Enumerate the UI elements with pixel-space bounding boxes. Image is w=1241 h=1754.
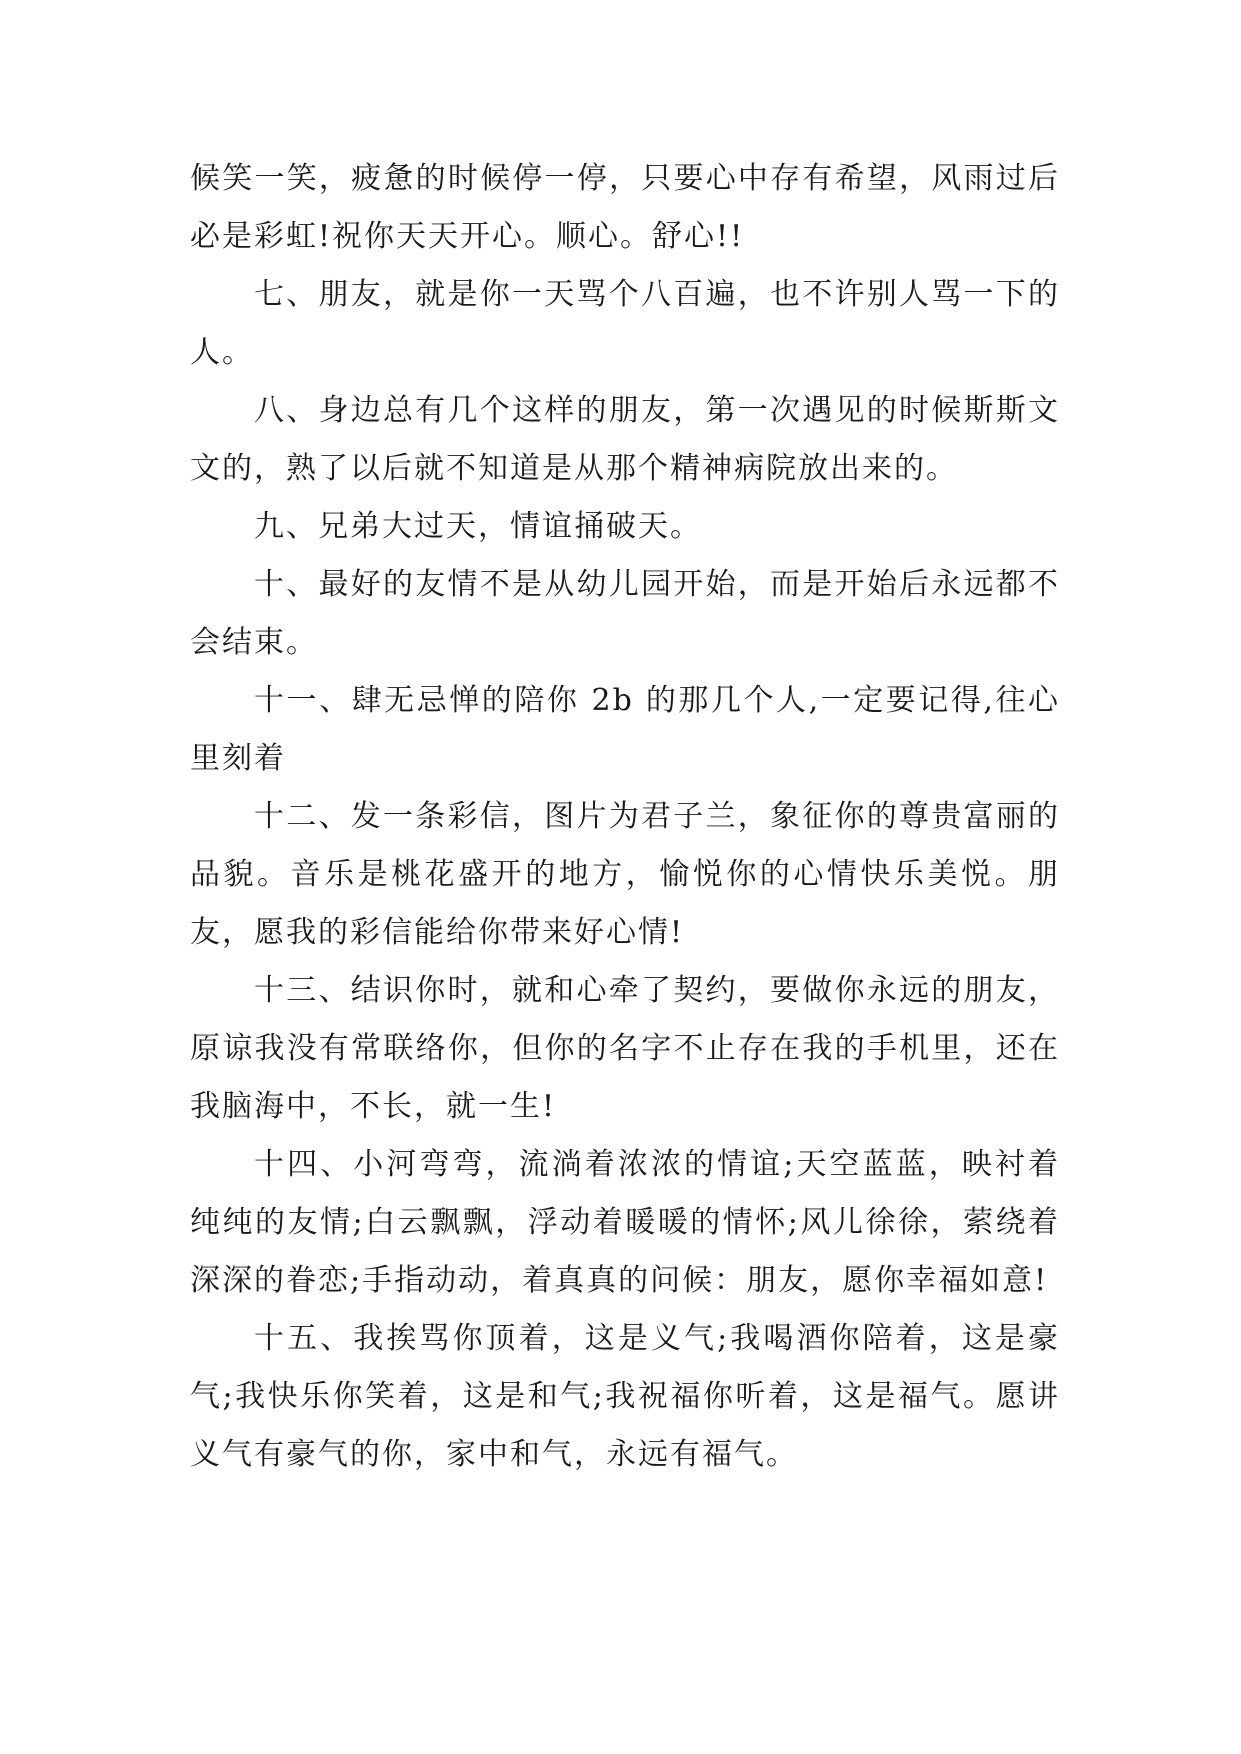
document-body xyxy=(190,150,1060,1484)
paragraph-item-8: 八、身边总有几个这样的朋友，第一次遇见的时候斯斯文文的，熟了以后就不知道是从那个精神病院放出来的。 xyxy=(190,393,1060,486)
paragraph-item-15: 十五、我挨骂你顶着，这是义气;我喝酒你陪着，这是豪气;我快乐你笑着，这是和气;我祝福你听着，这是福气。愿讲义气有豪气的你，家中和气，永远有福气。 xyxy=(190,1321,1060,1472)
paragraph-item-10: 十、最好的友情不是从幼儿园开始，而是开始后永远都不会结束。 xyxy=(190,567,1060,660)
paragraph-item-14: 十四、小河弯弯，流淌着浓浓的情谊;天空蓝蓝，映衬着纯纯的友情;白云飘飘，浮动着暖暖的情怀;风儿徐徐，萦绕着深深的眷恋;手指动动，着真真的问候：朋友，愿你幸福如意! xyxy=(190,1147,1060,1298)
paragraph-item-11: 十一、肆无忌惮的陪你 2b 的那几个人,一定要记得,往心里刻着 xyxy=(190,683,1060,776)
paragraph-item-12: 十二、发一条彩信，图片为君子兰，象征你的尊贵富丽的品貌。音乐是桃花盛开的地方，愉悦你的心情快乐美悦。朋友，愿我的彩信能给你带来好心情! xyxy=(190,799,1060,950)
paragraph-item-9: 九、兄弟大过天，情谊捅破天。 xyxy=(254,509,702,544)
paragraph-continued: 候笑一笑，疲惫的时候停一停，只要心中存有希望，风雨过后必是彩虹!祝你天天开心。顺心。舒心!! xyxy=(190,161,1060,254)
paragraph-item-13: 十三、结识你时，就和心牵了契约，要做你永远的朋友，原谅我没有常联络你，但你的名字不止存在我的手机里，还在我脑海中，不长，就一生! xyxy=(190,973,1060,1124)
paragraph-item-7: 七、朋友，就是你一天骂个八百遍，也不许别人骂一下的人。 xyxy=(190,277,1060,370)
